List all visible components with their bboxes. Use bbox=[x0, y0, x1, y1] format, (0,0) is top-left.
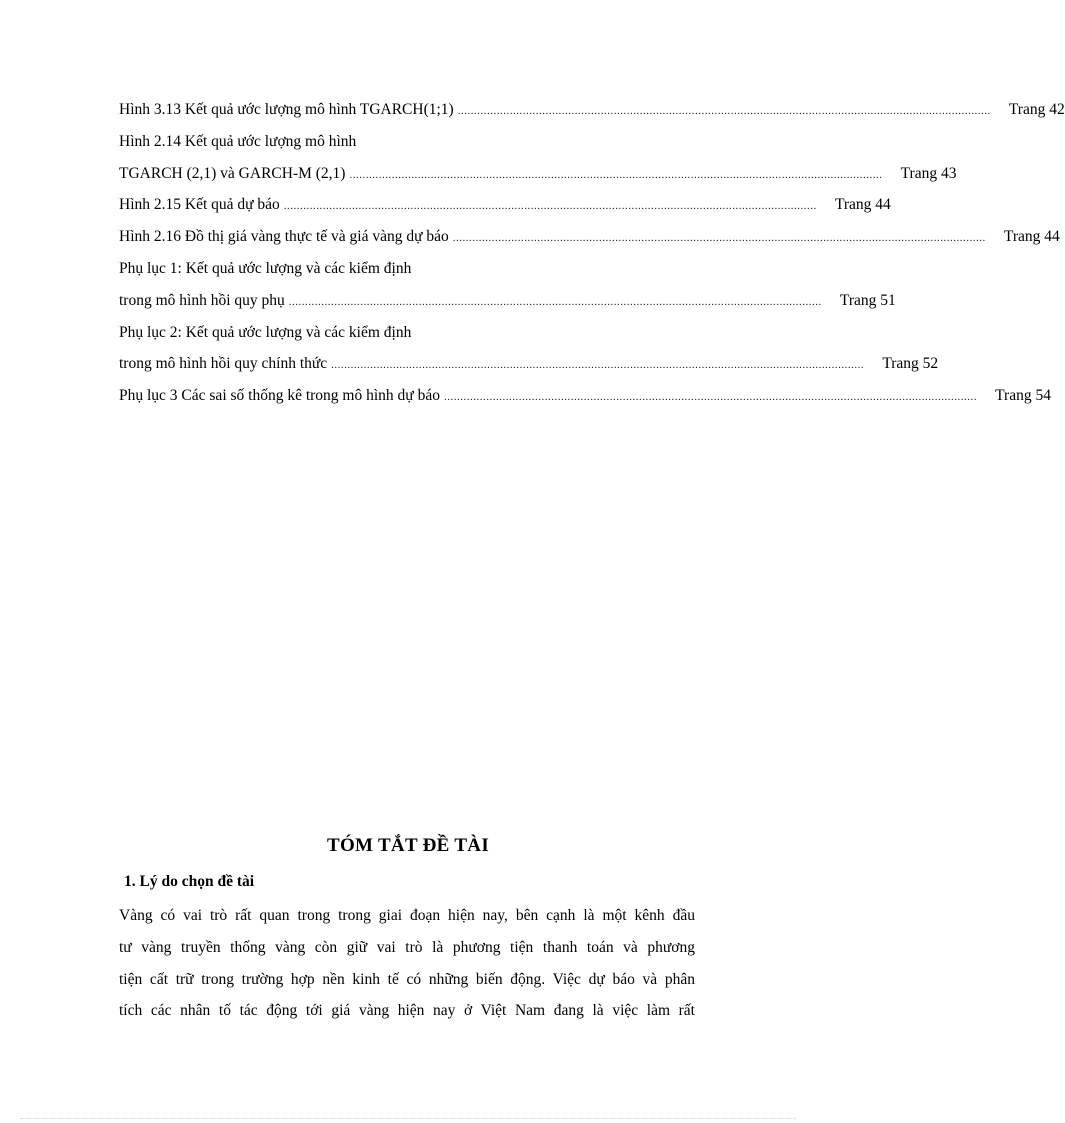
toc-leader-dots: .................................................................................................................................................................... bbox=[349, 168, 883, 181]
page-bottom-rule bbox=[20, 1118, 796, 1119]
toc-entry-text: Hình 3.13 Kết quả ước lượng mô hình TGARCH(1;1) bbox=[119, 101, 454, 118]
paragraph-line: tư vàng truyền thống vàng còn giữ vai trò là phương tiện thanh toán và phương bbox=[119, 938, 695, 956]
toc-entry bbox=[119, 133, 694, 165]
toc-entry-page: Trang 42 bbox=[1008, 101, 1065, 118]
toc-entry-page: Trang 52 bbox=[882, 355, 939, 373]
toc-entry-text: trong mô hình hồi quy chính thức bbox=[119, 355, 328, 373]
section-heading: 1. Lý do chọn đề tài bbox=[124, 873, 255, 890]
toc-leader-dots: .................................................................................................................................................................... bbox=[331, 359, 865, 372]
toc-entry-page: Trang 54 bbox=[995, 387, 1051, 405]
table-of-figures bbox=[119, 101, 1065, 419]
toc-entry-page: Trang 44 bbox=[834, 196, 891, 214]
toc-entry-text: Phụ lục 1: Kết quả ước lượng và các kiểm định bbox=[119, 259, 412, 277]
toc-leader-dots: .................................................................................................................................................................... bbox=[288, 295, 822, 308]
toc-leader-dots: .................................................................................................................................................................... bbox=[443, 391, 977, 404]
toc-entry-text: TGARCH (2,1) và GARCH-M (2,1) bbox=[119, 164, 346, 182]
toc-entry bbox=[119, 260, 694, 292]
toc-entry-text: Hình 2.16 Đồ thị giá vàng thực tế và giá vàng dự báo bbox=[119, 228, 449, 246]
paragraph-line: tích các nhân tố tác động tới giá vàng hiện nay ở Việt Nam đang là việc làm rất bbox=[119, 1002, 695, 1020]
paragraph-line: Vàng có vai trò rất quan trong trong giai đoạn hiện nay, bên cạnh là một kênh đầu bbox=[119, 907, 695, 924]
toc-entry-text: Phụ lục 3 Các sai số thống kê trong mô hình dự báo bbox=[119, 387, 440, 405]
toc-entry-page: Trang 43 bbox=[900, 164, 957, 182]
toc-leader-dots: .................................................................................................................................................................... bbox=[457, 105, 991, 117]
summary-title: TÓM TẮT ĐỀ TÀI bbox=[326, 835, 490, 856]
toc-entry-page: Trang 44 bbox=[1003, 228, 1060, 246]
toc-entry bbox=[119, 196, 891, 228]
toc-entry-text: Phụ lục 2: Kết quả ước lượng và các kiểm định bbox=[119, 323, 412, 341]
toc-entry bbox=[119, 291, 896, 324]
toc-entry bbox=[119, 324, 694, 356]
toc-entry-text: Hình 2.15 Kết quả dự báo bbox=[119, 196, 280, 214]
toc-entry bbox=[119, 164, 957, 197]
toc-leader-dots: .................................................................................................................................................................... bbox=[452, 232, 986, 245]
toc-entry bbox=[119, 101, 1065, 133]
toc-entry-text: Hình 2.14 Kết quả ước lượng mô hình bbox=[119, 132, 357, 150]
paragraph-line: tiện cất trữ trong trường hợp nền kinh tế có những biến động. Việc dự báo và phân bbox=[119, 970, 695, 988]
toc-entry-text: trong mô hình hồi quy phụ bbox=[119, 291, 285, 309]
toc-entry-page: Trang 51 bbox=[839, 291, 896, 309]
toc-leader-dots: .................................................................................................................................................................... bbox=[283, 200, 817, 213]
toc-entry bbox=[119, 228, 1060, 260]
toc-entry bbox=[119, 387, 1051, 419]
body-paragraph bbox=[119, 900, 695, 1027]
toc-entry bbox=[119, 355, 939, 387]
